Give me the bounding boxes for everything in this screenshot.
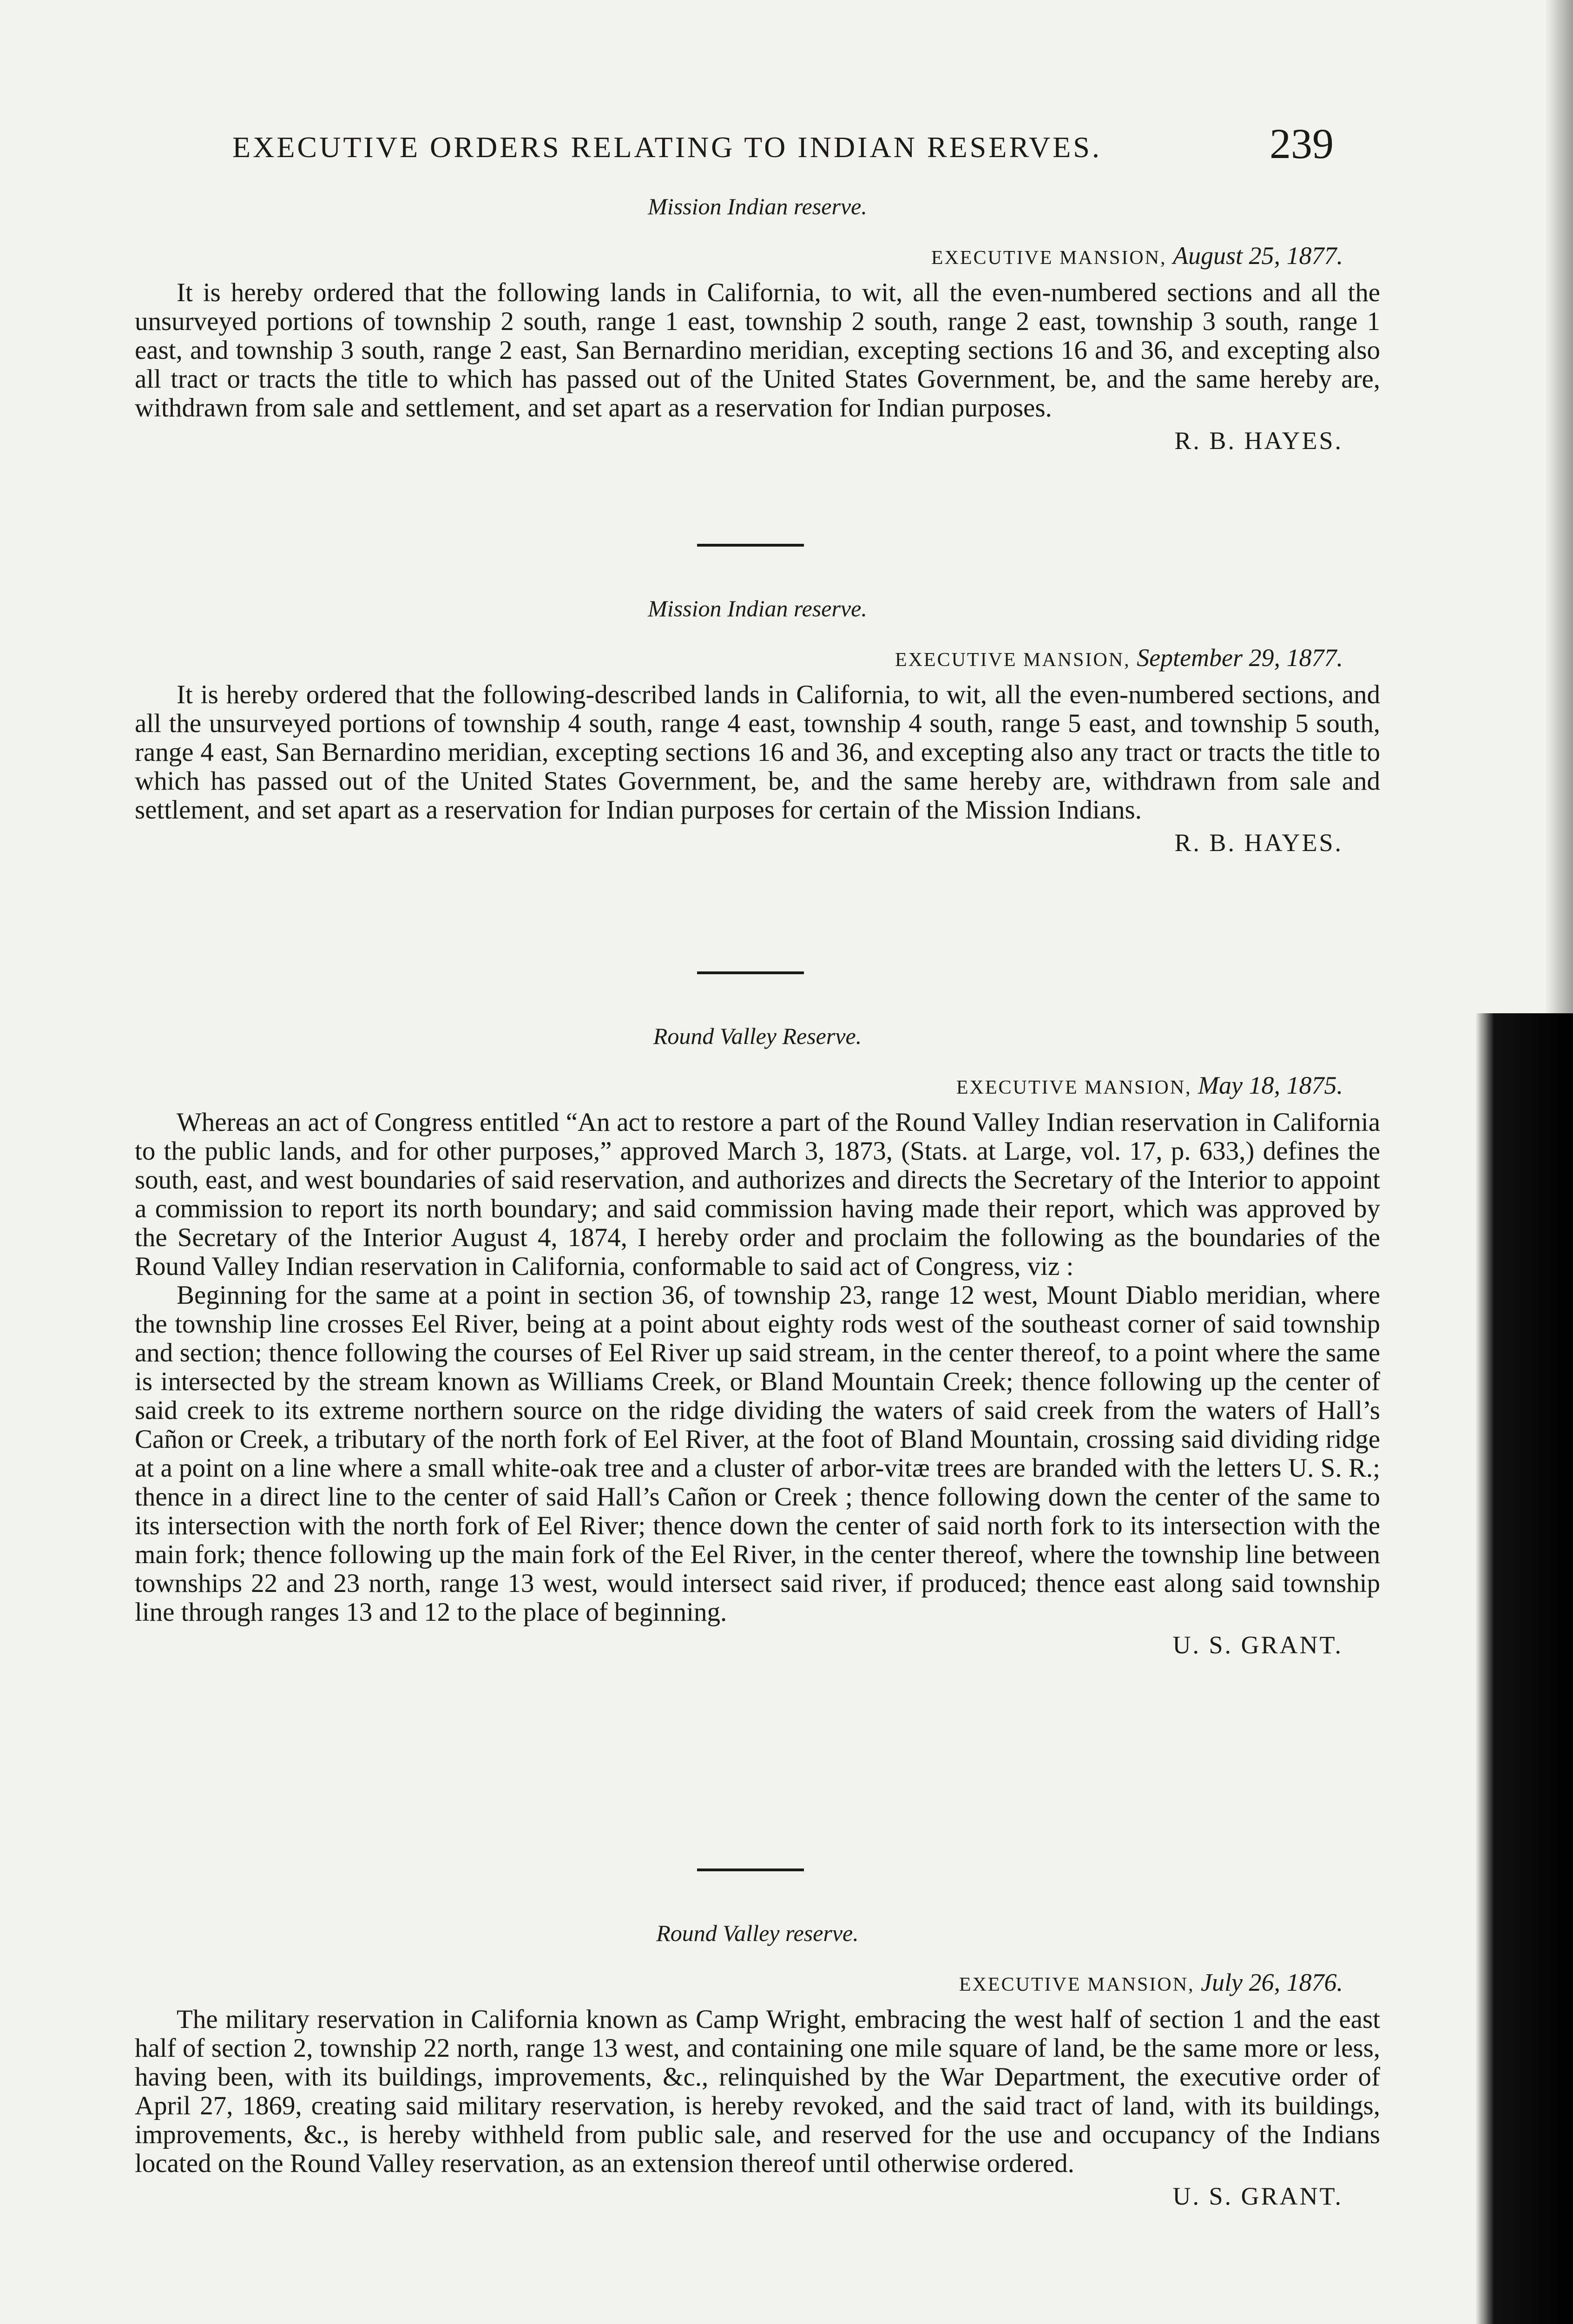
section-divider	[697, 544, 804, 547]
signature: R. B. HAYES.	[1174, 829, 1343, 857]
dateline-prefix: EXECUTIVE MANSION,	[895, 649, 1131, 671]
order-paragraph: Beginning for the same at a point in section 36, of township 23, range 12 west, Mount Diablo meridian, where the township line crosses Eel River, being at a point about eighty rods west of the southeast corner of said township and section; thence following the courses of Eel River up said stream, in the center thereof, to a point where the same is intersected by the stream known as Williams Creek, or Bland Mountain Creek; thence following up the center of said creek to its extreme northern source on the ridge dividing the waters of said creek from the waters of Hall’s Cañon or Creek, a tributary of the north fork of Eel River, at the foot of Bland Mountain, crossing said dividing ridge at a point on a line where a small white-oak tree and a cluster of arbor-vitæ trees are branded with the letters U. S. R.; thence in a direct line to the center of said Hall’s Cañon or Creek ; thence following down the center of the same to its intersection with the north fork of Eel River; thence down the center of said north fork to its intersection with the main fork; thence following up the main fork of the Eel River, in the center thereof, where the township line between townships 22 and 23 north, range 13 west, would intersect said river, if produced; thence east along said township line through ranges 13 and 12 to the place of beginning.	[135, 1281, 1380, 1627]
order-section	[135, 595, 1380, 857]
order-section	[135, 193, 1380, 455]
signature: R. B. HAYES.	[1174, 427, 1343, 455]
dateline	[135, 1968, 1380, 1997]
dateline	[135, 643, 1380, 672]
order-paragraph: The military reservation in California known as Camp Wright, embracing the west half of section 1 and the east half of section 2, township 22 north, range 13 west, and containing one mile square of land, be the same more or less, having been, with its buildings, improvements, &c., relinquished by the War Department, the executive order of April 27, 1869, creating said military reservation, is hereby revoked, and the said tract of land, with its buildings, improvements, &c., is hereby withheld from public sale, and reserved for the use and occupancy of the Indians located on the Round Valley reservation, as an extension thereof until otherwise ordered.	[135, 2005, 1380, 2178]
order-paragraph: Whereas an act of Congress entitled “An act to restore a part of the Round Valley Indian reservation in California to the public lands, and for other purposes,” approved March 3, 1873, (Stats. at Large, vol. 17, p. 633,) defines the south, east, and west boundaries of said reservation, and authorizes and directs the Secretary of the Interior to appoint a commission to report its north boundary; and said commission having made their report, which was approved by the Secretary of the Interior August 4, 1874, I hereby order and proclaim the following as the boundaries of the Round Valley Indian reservation in California, conformable to said act of Congress, viz :	[135, 1108, 1380, 1281]
order-heading: Mission Indian reserve.	[648, 193, 867, 219]
order-section	[135, 1023, 1380, 1659]
signature: U. S. GRANT.	[1172, 1631, 1343, 1659]
order-paragraph: It is hereby ordered that the following-described lands in California, to wit, all the even-numbered sections, and all the unsurveyed portions of township 4 south, range 4 east, township 4 south, range 5 east, and township 5 south, range 4 east, San Bernardino meridian, excepting sections 16 and 36, and excepting also any tract or tracts the title to which has passed out of the United States Government, be, and the same hereby are, withdrawn from sale and settlement, and set apart as a reservation for Indian purposes for certain of the Mission Indians.	[135, 680, 1380, 825]
scan-dark-border	[1475, 1013, 1573, 2324]
dateline	[135, 1071, 1380, 1100]
section-divider	[697, 971, 804, 974]
dateline-prefix: EXECUTIVE MANSION,	[931, 247, 1167, 269]
dateline-date: September 29, 1877.	[1137, 644, 1343, 672]
order-heading: Mission Indian reserve.	[648, 595, 867, 621]
order-section	[135, 1920, 1380, 2211]
running-title: EXECUTIVE ORDERS RELATING TO INDIAN RESERVES.	[232, 131, 1102, 164]
order-heading: Round Valley reserve.	[656, 1920, 859, 1946]
signature: U. S. GRANT.	[1172, 2182, 1343, 2210]
order-paragraph: It is hereby ordered that the following lands in California, to wit, all the even-numbered sections and all the unsurveyed portions of township 2 south, range 1 east, township 2 south, range 2 east, township 3 south, range 1 east, and township 3 south, range 2 east, San Bernardino meridian, excepting sections 16 and 36, and excepting also all tract or tracts the title to which has passed out of the United States Government, be, and the same hereby are, withdrawn from sale and settlement, and set apart as a reservation for Indian purposes.	[135, 278, 1380, 423]
dateline	[135, 241, 1380, 270]
order-heading: Round Valley Reserve.	[653, 1023, 862, 1049]
section-divider	[697, 1868, 804, 1871]
page-number: 239	[1270, 120, 1334, 167]
page-edge-shadow	[1545, 0, 1573, 1013]
dateline-date: May 18, 1875.	[1198, 1071, 1343, 1099]
dateline-prefix: EXECUTIVE MANSION,	[956, 1077, 1192, 1098]
dateline-prefix: EXECUTIVE MANSION,	[959, 1974, 1195, 1995]
dateline-date: July 26, 1876.	[1201, 1968, 1343, 1996]
dateline-date: August 25, 1877.	[1172, 242, 1343, 270]
running-header	[135, 107, 1380, 167]
